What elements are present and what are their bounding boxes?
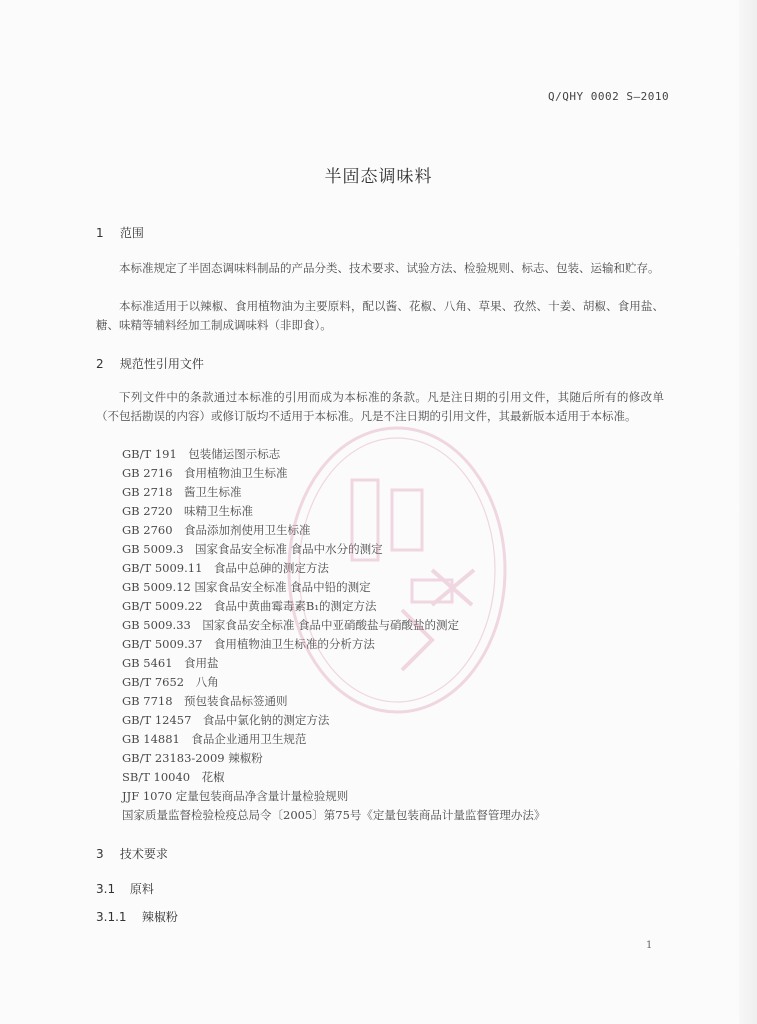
- page-number: 1: [646, 940, 653, 951]
- section-number: 1: [96, 226, 104, 240]
- section-title: 范围: [119, 226, 144, 240]
- section-3-1-1-heading: [96, 908, 178, 925]
- section-title: 辣椒粉: [141, 910, 178, 924]
- section-3-heading: [96, 845, 168, 862]
- reference-item: GB 2716 食用植物油卫生标准: [122, 466, 288, 480]
- reference-item: GB/T 5009.11 食品中总砷的测定方法: [122, 561, 329, 575]
- section-1-heading: [96, 224, 144, 241]
- reference-item: GB 7718 预包装食品标签通则: [122, 694, 288, 708]
- reference-item: GB 5009.3 国家食品安全标准 食品中水分的测定: [122, 542, 383, 556]
- reference-item: GB/T 5009.37 食用植物油卫生标准的分析方法: [122, 637, 375, 651]
- document-code: Q/QHY 0002 S—2010: [548, 90, 670, 103]
- section-title: 原料: [129, 882, 154, 896]
- section-number: 3: [96, 847, 104, 861]
- section-number: 2: [96, 357, 104, 371]
- scope-paragraph-1: 本标准规定了半固态调味料制品的产品分类、技术要求、试验方法、检验规则、标志、包装、运输和贮存。: [119, 261, 660, 275]
- reference-item: GB/T 12457 食品中氯化钠的测定方法: [122, 713, 330, 727]
- reference-item: SB/T 10040 花椒: [122, 770, 225, 784]
- scan-edge-shadow: [739, 0, 757, 1024]
- reference-item: GB 5461 食用盐: [122, 656, 219, 670]
- reference-item: GB/T 23183-2009 辣椒粉: [122, 751, 263, 765]
- reference-item: GB/T 7652 八角: [122, 675, 219, 689]
- scope-paragraph-2: 本标准适用于以辣椒、食用植物油为主要原料，配以酱、花椒、八角、草果、孜然、十姜、胡椒、食用盐、糖、味精等辅料经加工制成调味料（非即食）。: [96, 299, 664, 332]
- reference-list: [122, 445, 662, 825]
- reference-item: GB 5009.33 国家食品安全标准 食品中亚硝酸盐与硝酸盐的测定: [122, 618, 460, 632]
- reference-item: GB/T 191 包装储运图示标志: [122, 447, 281, 461]
- reference-item: GB 2720 味精卫生标准: [122, 504, 254, 518]
- reference-item: GB/T 5009.22 食品中黄曲霉毒素B₁的测定方法: [122, 599, 377, 613]
- section-number: 3.1.1: [96, 910, 127, 924]
- reference-item: GB 14881 食品企业通用卫生规范: [122, 732, 307, 746]
- reference-item: GB 2718 酱卫生标准: [122, 485, 242, 499]
- section-number: 3.1: [96, 882, 116, 896]
- reference-item: JJF 1070 定量包装商品净含量计量检验规则: [122, 789, 349, 803]
- section-2-heading: [96, 355, 204, 372]
- reference-item: GB 5009.12 国家食品安全标准 食品中铅的测定: [122, 580, 371, 594]
- document-title: 半固态调味料: [324, 167, 433, 187]
- section-3-1-heading: [96, 880, 154, 897]
- reference-item: GB 2760 食品添加剂使用卫生标准: [122, 523, 311, 537]
- references-intro: 下列文件中的条款通过本标准的引用而成为本标准的条款。凡是注日期的引用文件，其随后所有的修改单（不包括勘误的内容）或修订版均不适用于本标准。凡是不注日期的引用文件，其最新版本适用于本标准。: [96, 390, 664, 423]
- section-title: 规范性引用文件: [119, 357, 204, 371]
- section-title: 技术要求: [119, 847, 168, 861]
- reference-item: 国家质量监督检验检疫总局令〔2005〕第75号《定量包装商品计量监督管理办法》: [122, 808, 546, 822]
